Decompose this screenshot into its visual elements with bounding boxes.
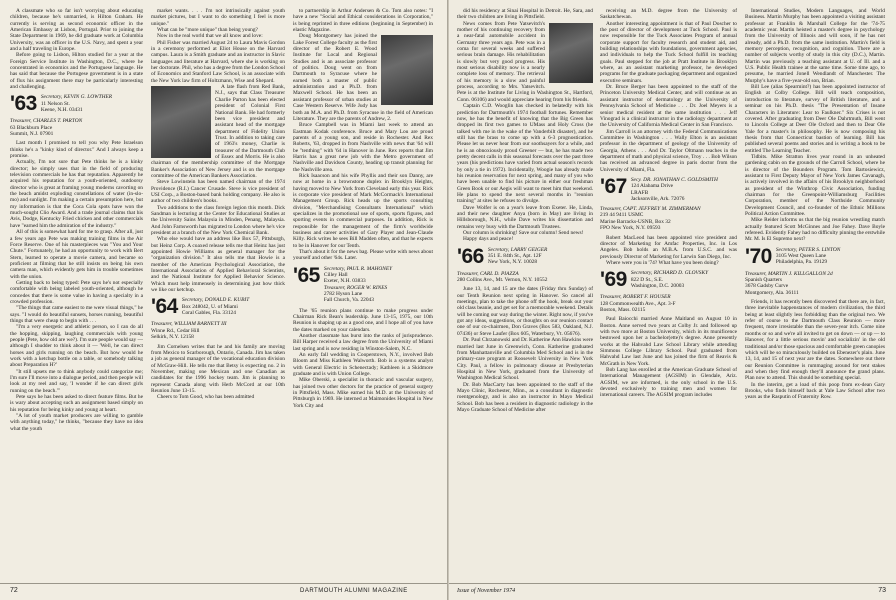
paragraph: receiving an M.D. degree from the University of Saskatchewan.: [600, 8, 737, 21]
paragraph: market wants. . . . I'm not intrinsically against youth market pictures, but I want to do something I feel is more unique.": [151, 8, 285, 27]
paragraph: Getting back to being typed: Pete says he's not especially comfortable with being labeled youth-oriented, although he concedes that there is some value in having a specialty in a crowded profession.: [10, 279, 143, 305]
paragraph: Tidbits. Mike Stratton lives year round in an unheated gardening cabin on the grounds of the Carroll School, where he is director of the Bounders Program. Tom Bartosiewicz, assistant to First Deputy Mayor of New York James Cavanagh, is actively involved in the affairs of his Brooklyn neighborhood as president of the Winthrop Civic Association, funding chairman for the Greenpoint-Williamsburg Facilities Corporation, member of the Northside Community Development Council, and co-founder of the Ethnic Millions Political Action Committee.: [745, 153, 885, 217]
paragraph: Who else would have an address like Box 57, Pittsburgh, but Heinz Corp. A coaxed release tells me that Heinz has just appointed Howie Williams as general manager for the "organization division." It also tells me that Howie is a member of the American Psychological Association, the International Association of Applied Behavioral Scientists, and the National Institute for Applied Behavior Science. Which must help immensely in determining just how thick we like our ketchup.: [151, 236, 285, 294]
portrait-photo: [381, 35, 433, 105]
address-line: 128 Commonwealth Ave., Apt. 3-F: [600, 300, 676, 307]
right-column-1: [457, 8, 593, 413]
paragraph: Dr. Bob MacCarty has been appointed to the staff of the Mayo Clinic, Rochester, Minn., as a consultant in diagnostic roentgenology, and is also an instructor in Mayo Medical School. Bob has been a resident in diagnostic radiology in the Mayo Graduate School of Medicine after: [457, 381, 593, 413]
class-year: '66: [457, 244, 484, 268]
address-line: Exeter, N.H. 03833: [323, 278, 366, 285]
class-officers: [41, 94, 112, 113]
address-line: 351 E. 84th St., Apt. 12F: [487, 253, 542, 260]
secretary: Secretary, DONALD E. KUBIT: [181, 297, 250, 304]
paragraph: All of this is somewhat hard for me to grasp. After all, just a few years ago Pete was making training films in the Air Force Reserve. One of his masterpieces was "You and Your Chute." Fortunately, he had an opportunity to work with Bert Stern, learned to operate a movie camera, and became so proficient at filming that he still insists on being his own camera man, which evidently gets him in trouble sometimes with the union.: [10, 229, 143, 280]
address-line: 822 D St., S.E.: [630, 276, 664, 283]
treasurer-block: [600, 206, 737, 231]
class-officers: [324, 266, 392, 304]
secretary: Secretary, KEVIN G. LOWTHER: [40, 94, 113, 101]
paragraph: Mike Reider informs us that the big reunion wrestling match actually featured Scott McGinnes and Joe Fahey. Dave Boyle refereed. Evidently Fahey had no difficulty pinning the erstwhile Mr. M. Is El Supremo next?: [745, 217, 885, 243]
address-line: FPO New York, N.Y. 09593: [600, 225, 661, 232]
address-line: Jacksonville, Ark. 72076: [630, 195, 685, 202]
class-header-66: [457, 244, 593, 268]
address-line: LRAFB: [630, 189, 649, 196]
right-page: [449, 0, 896, 600]
treasurer-block: [151, 321, 285, 340]
paragraph: Two additions to the class foreign legion this month. Dick Sandman is lecturing at the Center for Educational Studies at the University Sains Malaysia in Minden, Penang, Malaysia. And John Farnsworth has migrated to London where he's vice president at a branch of the New York Chemical Bank.: [151, 204, 285, 237]
address-line: 2782 Hyson Lane: [323, 290, 363, 297]
paragraph: In the interim, get a load of this poop from ex-dean Gary Brooks, who finds himself back at Yale Law School after two years as the Rasputin of Fraternity Row.: [745, 381, 885, 401]
class-year: '64: [151, 295, 178, 319]
paragraph: News comes from Pete Yatsevitch's mother of his continuing recovery from a near-fatal automobile accident in Germany three years ago. Pete was in a coma for several weeks and suffered serious brain damage. His rehabilitation is slowly but very good progress. His most serious disability now is a nearly complete loss of memory. The retrieval of his memory is a slow and painful process, according to Mrs. Yatsevitch. Pete is at the Institute for Living in Washington St., Hartford, Conn. 06106) and would appreciate hearing from his friends.: [457, 20, 593, 103]
treasurer: Treasurer, CARL D. PIAZZA: [457, 270, 519, 277]
treasurer: Treasurer, ROBERT F. HOUSER: [600, 294, 671, 301]
paragraph: Mike Oberski, a specialist in thoracic and vascular surgery, has joined two other doctors for the practice of general surgery in Pittsfield, Mass. Mike earned his M.D. at the University of Pittsburgh in 1969. He interned at Maimonides Hospital in New York City and: [293, 377, 433, 409]
paragraph: Pete says he has been asked to direct feature films. But he is wary about accepting such an assignment based simply on his reputation for being kinky and young at heart.: [10, 394, 143, 413]
page-number: 73: [878, 587, 886, 594]
address-line: 3678 Gadsby Curve: [745, 283, 789, 290]
paragraph: A classmate who so far isn't worrying about educating children, because he's unmarried, is Hilton Graham. He currently is serving as second economic officer in the American Embassy at Lisbon, Portugal. Prior to joining the State Department in 1969, he did graduate work at Columbia University, was an officer in the U.S. Navy, and spent a year and a half traveling in Europe.: [10, 8, 143, 53]
address-line: Montgomery, Ala. 36111: [745, 289, 799, 296]
paragraph: Dr. Bruce Berger has been appointed to the staff of the Princeton University Medical Center, and will continue as an assistant instructor of dermatology at the University of Pennsylvania School of Medicine . . . Dr. Joel Meyers is a senior medical resident at the same institution . . . Jeff Vinograd is a clinical instructor in the radiology department at the University of California Medical Center in San Francisco.: [600, 84, 737, 129]
paragraph: Cheers to Tom Good, who has been admitted: [157, 394, 255, 401]
treasurer: Treasurer, CHARLES T. PARTON: [10, 118, 83, 125]
paragraph: International Studies, Modern Languages, and World Business. Martin Murphy has been appointed a visiting assistant professor at Franklin & Marshall College for the '74-75 academic year. Martin heisted a master's degree in psychology from the University of Illinois and will soon, if he has not already, add a Ph.D. from the same institution. Martin's field is memory perception, recognition, and cognition. There are a number of subjects worthy of study in this city (D.C.), Martin. Martin was previously a teaching assistant at U. of Ill. and a U.S. Public Health trainee at the same time. Some time ago, to presume, he married Jonell Wendlandt of Manchester. The Murphy's have a five-year-old son, Brian.: [745, 8, 885, 84]
class-officers: [776, 247, 841, 266]
left-column-1: [10, 8, 143, 432]
paragraph: Our column is shrinking! Save our column! Send news!: [463, 230, 584, 237]
magazine-title: DARTMOUTH ALUMNI MAGAZINE: [300, 588, 408, 594]
address-line: Selkirk, N.Y. 12158: [151, 334, 194, 341]
right-column-3: [745, 8, 885, 401]
address-line: Keene, N.H. 03431: [40, 107, 83, 114]
paragraph: June 13, 14, and 15 are the dates (Friday thru Sunday) of our Tenth Reunion next spring in Hanover. So cancel all meetings, plan to take the phone off the hook, break out your old class beanie, and get set for a memorable weekend. Details will be coming our way during the winter. Right now, if you've got any ideas, suggestions, or thoughts on our reunion contact one of our co-chairmen, Don Graves (Box 583, Oakland, N.J. 07436) or Steve Laufer (Box 605, Waterbury, Vt. 05676).: [457, 286, 593, 337]
class-year: '67: [600, 174, 627, 198]
portrait-photo: [549, 23, 593, 83]
paragraph: Actually, I'm not sure that Pete thinks he is a kinky director; he simply uses that in the field of producing television commercials he has that reputation. Apparently he acquired his reputation for a youth-oriented, outdoorsy director who is great at framing young moderns cavorting on the beach amidst exploding constellations of water (in-slo-mo) and sunlight. I'm making a certain presumption here, but my information is that the Coca Cola spots have won the much-sought Clio Award. And a trade journal claims that his Avis, Dodge, Kentucky Fried chicken and other commercials have "earned him the admiration of the industry.": [10, 159, 143, 229]
paragraph: "A lot of youth market producers are willing to gamble with anything today," he thinks, "because they have no idea what the youth: [10, 413, 143, 432]
address-line: Marine Barracks-USNB, Box 32: [600, 218, 671, 225]
paragraph: did his residency at Sinai Hospital in Detroit. He, Sara, and their two children are living in Pittsfield.: [457, 8, 593, 21]
address-line: 11 Nelson St.: [40, 100, 70, 107]
address-line: Fall Church, Va. 22043: [323, 297, 374, 304]
paragraph: That's about it for the news bag. Please write with news about yourself and other '64s. Later.: [293, 249, 433, 262]
treasurer-block: [457, 271, 593, 284]
paragraph: Bill Lee (alias Spearmint?) has been appointed instructor of English at Colby College. Bill will teach composition, introduction to literature, survey of British literature, and a seminar on his Ph.D. thesis "The Presentation of Insane Characters in Literature: Lear to Faulkner." Six Crises is not covered. After graduating from Deer Ole Dahrtmuth, Bill went to Lincoln College at Deer Ole Oxford and then to Dear Ole Yale for a master's in philosophy. He is now composing his thesis from that Connecticut bastion of learning. Bill has published several poems and stories and is writing a book to be entitled The Learning Teacher.: [745, 84, 885, 154]
paragraph: Before going to Lisbon, Hilton studied for a year at the Foreign Service Institute in Washington, D.C., where he concentrated in economics and the Portuguese language. He has said that because the Portugese government is in a state of flux his assignment there may be particularly interesting and challenging.: [10, 52, 143, 91]
class-header-63: [10, 94, 143, 114]
treasurer-block: [600, 294, 737, 313]
paragraph: Phil Fisher was married August 24 to Laura Mavis Gordon in a ceremony performed at Eliot House on the Harvard campus. Laura is a Smith graduate and an instructor in Slavic languages and literature at Harvard, where she is working on her doctorate. Phil, who has a degree from the London School of Economics and Stanford Law School, is an associate with the New York law firm of Holtzmann, Wise and Shepard.: [151, 39, 285, 84]
issue-line: Issue of November 1974: [457, 588, 516, 594]
page-number: 72: [10, 587, 18, 594]
paragraph: Bob Lang has enrolled at the American Graduate School of International Management (AGSIM) in Glendale, Ariz. AGSIM, we are informed, is the only school in the U.S. devoted exclusively to training men and women for international careers. The AGSIM program includes: [600, 367, 737, 399]
class-year: '69: [600, 268, 627, 292]
paragraph: Another classmate has burst into the ranks of jurisprudence. Bill Harper received a law degree from the University of Miami last spring and is now residing in Winston-Salem, N.C.: [293, 332, 433, 352]
class-year: '70: [745, 244, 772, 268]
address-line: Washington, D.C. 20003: [630, 282, 685, 289]
class-header-70: [745, 244, 885, 268]
class-year: '63: [10, 92, 37, 116]
class-year: '65: [293, 263, 320, 287]
paragraph: Jim Cornelsen writes that he and his family are moving from Mexico to Scarborough, Ontario, Canada. Jim has taken a job as general manager of the vocational education division of McGraw-Hill. He tells me that Betsy is expecting no. 2 in November, making one Mexican and one Canadian as candidates for the 1996 hockey team. Jim is planning to represent Canada along with Herb McCord at our 10th Reunion June 13-15.: [151, 343, 285, 394]
paragraph: An early fall wedding in Cooperstown, N.Y., involved Bob Bloom and Miss Kathleen Walworth. Bob is a systems analyst with General Electric in Schenectady; Kathleen is a Skidmore graduate and is with Union College.: [293, 351, 433, 377]
class-officers: [631, 177, 718, 202]
address-line: 3105 West Queen Lane: [775, 253, 827, 260]
paragraph: Friends, it has recently been discovered that there are, in fact, three inevitable happenstances of modern civilization, the third being at least slightly less forbidding than the original two. We refer of course to the Dartmouth Class Reunion — more frequent, more irresistable than the seven-year itch. Come nine months or so and we're all invited to get on down — or up — to Hanover, for a little serious movin' and socializin' in the old traditional and/or those spacious and comfortable green canopies which will be so miraculously builded on Ebenezer's plain. June 13, 14, and 15 of next year are the dates. Somewhere out there our Reunion Committee is rummaging around for tent stakes and when they find enough they'll announce the grand plans. Plan now to attend. This should be something special.: [745, 299, 885, 382]
paragraph: A late flash from Red Bank, N.J., says that Class Treasurer Charlie Parton has been elected president of Colonial First National Bank. He had formerly been vice president and assistant head of the mortgage department of Fidelity Union Trust. In addition to taking care of 1963's money, Charlie is treasurer of the Dartmouth Club of Essex and Morris. He is also chairman of the membership committee of the Mortgage Banker's Association of New Jersey and is on the mortgage committee of the American Bankers Association.: [151, 84, 285, 179]
paragraph: Steve Lowinstein has been named chairman of the 1974 Providence (R.I.) Cancer Crusade. Steve is vice president of USI Corp., a Boston-based bank holding company. He also is author of two children's books.: [151, 179, 285, 205]
paragraph: Jim Carroll is an attorney with the Federal Communications Committee in Washington . . . Wally Elton is an assistant professor in the department of geology of the University of Georgia, Athens . . . And Dr. Taylor Oltmann teaches in the department of math and physical science, Troy . . . Bob Wilson has received an advanced degree in paris doctor from the University of Miami, Fla.: [600, 128, 737, 173]
class-officers: [631, 270, 708, 289]
footer-rule: [0, 583, 447, 584]
paragraph: Dave Wolfer is on a year's leave from Exeter. He, Linda, and their new daughter Anya (born in May) are living in Hillsborough, N.H., while Dave writes his dissertation and remains very busy with the Dartmouth Trustees.: [457, 204, 593, 230]
secretary: Secretary, PAUL R. MAHONEY: [323, 265, 393, 272]
class-header-67: [600, 174, 737, 202]
paragraph: Another interesting appointment is that of Paul Doscher to the post of director of development at Tuck School. Paul is now responsible for the Tuck Associates Program of annual corporate support for faculty research and student aid, and building relationships with foundations, government agencies, and individuals to help the Tuck School fulfill its teaching goals. Paul stepped for the job at Pratt Institute in Brooklyn where, as an assistant marketing professor, he developed programs for the graduate packaging department and organized executive seminars.: [600, 20, 737, 84]
paragraph: Bruce Campbell was in Miami last week to attend an Eastman Kodak conference. Bruce and Mary Lou are proud parents of a young son, and reside in Rochester. And Rex Roberts, '63, dropped in from Nashville with news that '64 will be "tenthing" with '64 in Hanover in June. Rex reports that Jim Harris has a great new job with the Metro government of Nashville and Davidson County, heading up transit planning for the Nashville area.: [293, 122, 433, 173]
treasurer: Treasurer, WILLIAM BARNETT III: [151, 321, 227, 328]
class-header-64: [151, 297, 285, 317]
paragraph: Now in the real world that we all know and love:: [157, 33, 263, 40]
treasurer: Treasurer, CAPT. JEFFREY M. ZIMMERMAN: [600, 206, 701, 213]
address-line: Summit, N.J. 07901: [10, 131, 54, 138]
left-column-3: [293, 8, 433, 409]
paragraph: Last month I promised to tell you why Pete Israelson thinks he's a "kinky kind of director." And I always keep a promise.: [10, 140, 143, 160]
paragraph: to partnership in Arthur Andersen & Co. Tom also notes: "I have a new "Social and Ethical considerations in Corporation," is being reprinted in three editions (beginning in September) in elastic Magazine.: [293, 8, 433, 34]
class-header-65: [293, 263, 433, 304]
address-line: 280 Collins Ave., Mt. Vernon, N.Y. 10552: [457, 277, 548, 284]
paragraph: Doug Montgomery has joined the Lake Forest College faculty as the first director of the Robert E. Wood Institute for Local and Regional Studies and is an associate professor of politics. Doug went on from Dartmouth to Syracuse where he earned both a master of public administration and a Ph.D. from Maxwell School. He has been an assistant professor of urban studies at Case Western Reserve. Wife Judy has both an M.A. and Ph.D. from Syracuse in the field of American Literature. They are the parents of Andrew, 2.: [293, 33, 433, 122]
right-column-2: [600, 8, 737, 399]
secretary: Secretary, LARRY GEIGER: [487, 246, 548, 253]
paragraph: What can be "more unique" than being young?: [157, 27, 258, 34]
paragraph: Robert MacLeod has been appointed vice president and director of Marketing for Amfac Properties, Inc. in Los Angeles. Bob holds an M.B.A. from U.S.C. and was previously Director of Marketing for Larwin San Diego, Inc.: [600, 234, 737, 260]
address-line: Philadelphia, Pa. 19129: [775, 259, 828, 266]
address-line: Winne Rd., Cedar Hill: [151, 327, 200, 334]
paragraph: "The things that came easiest to me were visual things," he says. "I would do beautiful sunsets, horses running, beautiful things that were cheap to begin with . . .: [10, 305, 143, 324]
class-officers: [488, 247, 547, 266]
treasurer-block: [745, 271, 885, 296]
paragraph: Captain C.D. Wooglin has checked in belatedly with his prediction for Dartmouth's 1974 football fortunes. Remember now, he has the benefit of knowing that the Big Green has dropped its first two games to UMass and Holy Cross (he talked with me in the wake of the Vanderbilt disaster), and he still has the brass to come up with a 6-3 prognostication. Please let us never hear from our soothsayers for a while, and he is an obnoxiously proud Greener — but, he has made two pretty decent calls in this seasonal forecasts over the past three years (his predictions have varied from actual season's records by only a tie in 1972). Incidentally, Woogie has already made his reunion reservation for next spring, and many of you who have been unable to find his picture in either our freshman Green Book or our Aegis will want to meet him that weekend. He plans to spend the next several months in "reunion training" at sites he refuses to divulge.: [457, 103, 593, 205]
portrait-photo: [151, 86, 211, 158]
address-line: Cilley Hall: [323, 272, 348, 279]
class-officers: [182, 297, 249, 316]
paragraph: Dr. Paul Chrzanowski and Dr. Katherine Ann Hawkins were married last June in Greenwich, Conn. Katherine graduated from Manhattanville and Columbia Med School and is in the primary-care program at Roosevelt University in New York City. Paul, a fellow in pulmonary disease at Presbyterian Hospital in New York, graduated from the University of Washington Medical School.: [457, 337, 593, 382]
class-header-69: [600, 270, 737, 290]
secretary: Secretary, PETER S. LINTON: [775, 246, 841, 253]
paragraph: Rick Isaacson and his wife Phyllis and their son Danny, are now at home in a brownstone duplex in Brooklyn Heights, having moved to New York from Cleveland early this year. Rick is corporate vice president of Mark McCormack's International Management Group. Rick heads up the sports consulting division, "Merchandising Consultants International" which specializes in the promotional use of sports, sports figures, and sporting events in commercial purposes. In addition, Rick is responsible for the management of the firm's worldwide business and career activities of Gary Player and Jean-Claude Killy. Rick writes he sees Bill Madden often, and that he expects to be in Hanover for our Tenth.: [293, 172, 433, 249]
treasurer-block: [10, 118, 143, 137]
paragraph: "I'm a very energetic and athletic person, so I can do all the hopping, skipping, laughing commercials with young people (Pete, how old are we?). I'm sure people would say — although I shudder to think about it — 'Well, he can direct horses and girls running on the beach. But how would he work with a ketchup bottle on a table, or somebody talking about Preparation H?': [10, 324, 143, 369]
paragraph: Where were you in '74? What have you been doing?: [606, 259, 719, 266]
address-line: Boston, Mass. 02115: [600, 306, 646, 313]
paragraph: "It still upsets me to think anybody could categorize me; I'm sure I'll move into a dialogue period, and then people will look at my reel and say, 'I wonder if he can direct girls running on the beach.'": [10, 368, 143, 394]
address-line: Spanish Quarters: [745, 277, 782, 284]
address-line: Box 248042, U. of Miami: [181, 303, 238, 310]
address-line: 219 44 9411 USMC: [600, 212, 644, 219]
paragraph: The '65 reunion plans continue to make progress under Chairman Rick Bean's leadership. June 13-15, 1975, our 10th Reunion is shaping up as a good one, and I hope all of you have the dates marked on your calendars.: [293, 307, 433, 333]
address-line: Coral Gables, Fla. 33124: [181, 310, 236, 317]
secretary: Secretary, RICHARD D. GLOVSKY: [630, 270, 709, 277]
left-column-2: [151, 8, 285, 401]
treasurer: Treasurer, ROGER W. RINES: [323, 284, 388, 291]
treasurer: Treasurer, MARTIN J. KILLGALLON 2d: [745, 270, 833, 277]
left-page: [0, 0, 447, 600]
paragraph: Happy days and peace!: [463, 236, 514, 243]
paragraph: Paul Baiocchi married Anne Maitland on August 10 in Boston. Anne served two years at Colby Jr. and followed up with two more at Boston University, which in its munificence bestowed upon her a bachelor(ette)'s degree. Anne presently works at the Hahvahd Law School Library while attending Simmons College Library School. Paul graduated from Hahvahd Law last June and has joined the firm of Reavis & McGrath in New York.: [600, 316, 737, 367]
footer-rule: [449, 583, 896, 584]
address-line: 63 Blackburn Place: [10, 124, 53, 131]
secretary: Secy. DR. JONATHAN C. GOLDSMITH: [630, 176, 718, 183]
address-line: New York, N.Y. 10028: [487, 259, 538, 266]
address-line: 124 Alabama Drive: [630, 183, 674, 190]
